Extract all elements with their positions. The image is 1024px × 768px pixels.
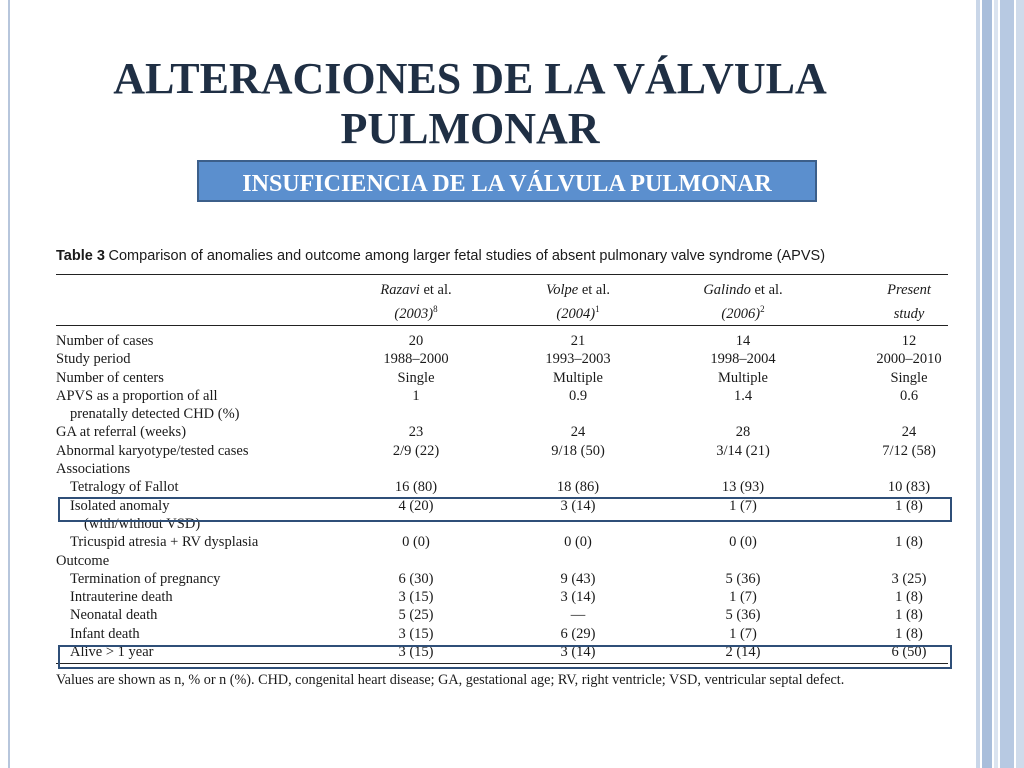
subtitle-text: INSUFICIENCIA DE LA VÁLVULA PULMONAR: [242, 171, 772, 197]
table-cell: 24: [901, 424, 917, 441]
table-cell: 10 (83): [887, 479, 931, 496]
table-cell: 6 (29): [560, 625, 596, 642]
table-row: [56, 588, 948, 606]
table-cell: Single: [397, 369, 435, 386]
table-cell: 9/18 (50): [551, 442, 605, 459]
left-border-line: [8, 0, 10, 768]
table-cell: 0 (0): [564, 534, 592, 551]
table-cell: 5 (36): [725, 570, 761, 587]
column-header-name: Present: [887, 282, 931, 298]
column-header-3: [839, 281, 979, 324]
column-header-1: [508, 281, 648, 324]
table-cell: 0.9: [568, 387, 588, 404]
table-cell: 23: [408, 424, 424, 441]
column-header-name: Galindo: [703, 282, 751, 298]
table-cell: Single: [890, 369, 928, 386]
table-row: [56, 387, 948, 405]
table-caption-label: Table 3: [56, 248, 105, 264]
table-cell: 1 (7): [729, 589, 757, 606]
table-cell: 0 (0): [729, 534, 757, 551]
row-label: Associations: [56, 461, 131, 478]
table-cell: 0.6: [899, 387, 919, 404]
row-label: APVS as a proportion of all: [56, 387, 218, 404]
table-cell: 0 (0): [402, 534, 430, 551]
row-label: Number of cases: [56, 333, 154, 349]
table-cell: 1 (8): [895, 625, 923, 642]
table-header-row: [56, 275, 948, 325]
column-header-suffix: et al.: [419, 282, 452, 298]
table-cell: Multiple: [553, 369, 603, 386]
table-caption: [56, 244, 948, 268]
row-label: Tricuspid atresia + RV dysplasia: [70, 534, 259, 551]
row-label: Infant death: [70, 625, 140, 642]
table-cell: 9 (43): [560, 570, 596, 587]
table-cell: 5 (25): [398, 607, 434, 624]
table-cell: 2 (14): [725, 644, 761, 661]
table-cell: 1 (8): [895, 497, 923, 514]
table-cell: 1: [412, 387, 420, 404]
row-label: Neonatal death: [70, 607, 158, 624]
table-cell: 1998–2004: [710, 351, 776, 368]
subtitle-banner: [197, 160, 817, 202]
column-header-year: (2006): [721, 305, 761, 322]
table-cell: 3 (15): [398, 644, 434, 661]
table-cell: 1 (7): [729, 497, 757, 514]
table-row: [56, 533, 948, 551]
table-caption-text: Comparison of anomalies and outcome among larger fetal studies of absent pulmonary valve syndrome (APVS): [108, 248, 826, 264]
comparison-table: [56, 244, 948, 690]
table-row: [56, 405, 948, 423]
table-row: [56, 606, 948, 624]
table-row: [56, 552, 948, 570]
row-label: Tetralogy of Fallot: [70, 479, 179, 496]
table-cell: 7/12 (58): [882, 442, 936, 459]
row-label: Study period: [56, 351, 131, 368]
column-header-name: Razavi: [380, 282, 420, 298]
table-cell: 3 (15): [398, 589, 434, 606]
table-row: [56, 369, 948, 387]
table-cell: 4 (20): [398, 497, 434, 514]
table-row: [56, 332, 948, 350]
table-cell: 3 (14): [560, 497, 596, 514]
row-label: Number of centers: [56, 369, 164, 386]
row-label: (with/without VSD): [84, 515, 201, 532]
table-cell: 1993–2003: [545, 351, 611, 368]
row-label: Outcome: [56, 552, 110, 569]
column-header-ref: 8: [433, 304, 438, 314]
column-header-year: (2003): [394, 305, 434, 322]
table-cell: 18 (86): [556, 479, 600, 496]
table-cell: 3 (14): [560, 589, 596, 606]
row-label: Abnormal karyotype/tested cases: [56, 442, 249, 459]
slide-title: ALTERACIONES DE LA VÁLVULA PULMONAR: [113, 54, 827, 153]
table-cell: 16 (80): [394, 479, 438, 496]
table-cell: 14: [735, 333, 751, 349]
table-row: [56, 570, 948, 588]
table-cell: 3 (15): [398, 625, 434, 642]
table-cell: 6 (50): [891, 644, 927, 661]
table-cell: 28: [735, 424, 751, 441]
table-cell: 21: [570, 333, 586, 349]
column-header-suffix: et al.: [750, 282, 783, 298]
table-cell: 1 (8): [895, 589, 923, 606]
table-cell: 1.4: [733, 387, 753, 404]
table-row: [56, 423, 948, 441]
highlight-alive-over-1-year: [58, 645, 952, 669]
right-decorative-stripes: [976, 0, 1024, 768]
row-label: Termination of pregnancy: [70, 570, 221, 587]
table-cell: 5 (36): [725, 607, 761, 624]
column-header-year: study: [893, 305, 925, 322]
table-body: [56, 326, 948, 663]
table-cell: 2/9 (22): [392, 442, 440, 459]
row-label: GA at referral (weeks): [56, 424, 187, 441]
column-header-0: [346, 281, 486, 324]
table-footnote: Values are shown as n, % or n (%). CHD, congenital heart disease; GA, gestational age; RV, right ventricle; VSD, ventricular septal defect.: [56, 672, 845, 689]
column-header-name: Volpe: [545, 282, 579, 298]
table-cell: 3 (14): [560, 644, 596, 661]
table-cell: 20: [408, 333, 424, 349]
table-cell: 13 (93): [721, 479, 765, 496]
row-label: Isolated anomaly: [70, 497, 170, 514]
table-row: [56, 478, 948, 496]
table-row: [56, 442, 948, 460]
column-header-ref: 1: [595, 304, 600, 314]
column-header-year: (2004): [556, 305, 596, 322]
table-cell: 12: [901, 333, 917, 349]
table-cell: 2000–2010: [876, 351, 942, 368]
table-cell: 1 (8): [895, 607, 923, 624]
column-header-suffix: et al.: [578, 282, 611, 298]
column-header-2: [673, 281, 813, 324]
table-cell: 24: [570, 424, 586, 441]
row-label: Alive > 1 year: [70, 644, 154, 661]
row-label: Intrauterine death: [70, 589, 173, 606]
table-cell: 6 (30): [398, 570, 434, 587]
table-row: [56, 350, 948, 368]
table-row: [56, 460, 948, 478]
table-cell: 1 (7): [729, 625, 757, 642]
table-cell: 1988–2000: [383, 351, 449, 368]
table-cell: 3/14 (21): [716, 442, 770, 459]
row-label: prenatally detected CHD (%): [70, 406, 240, 423]
table-cell: Multiple: [718, 369, 768, 386]
table-row: [56, 625, 948, 643]
column-header-ref: 2: [760, 304, 765, 314]
table-cell: 3 (25): [891, 570, 927, 587]
highlight-isolated-anomaly: [58, 497, 952, 522]
table-cell: —: [570, 607, 586, 624]
table-cell: 1 (8): [895, 534, 923, 551]
